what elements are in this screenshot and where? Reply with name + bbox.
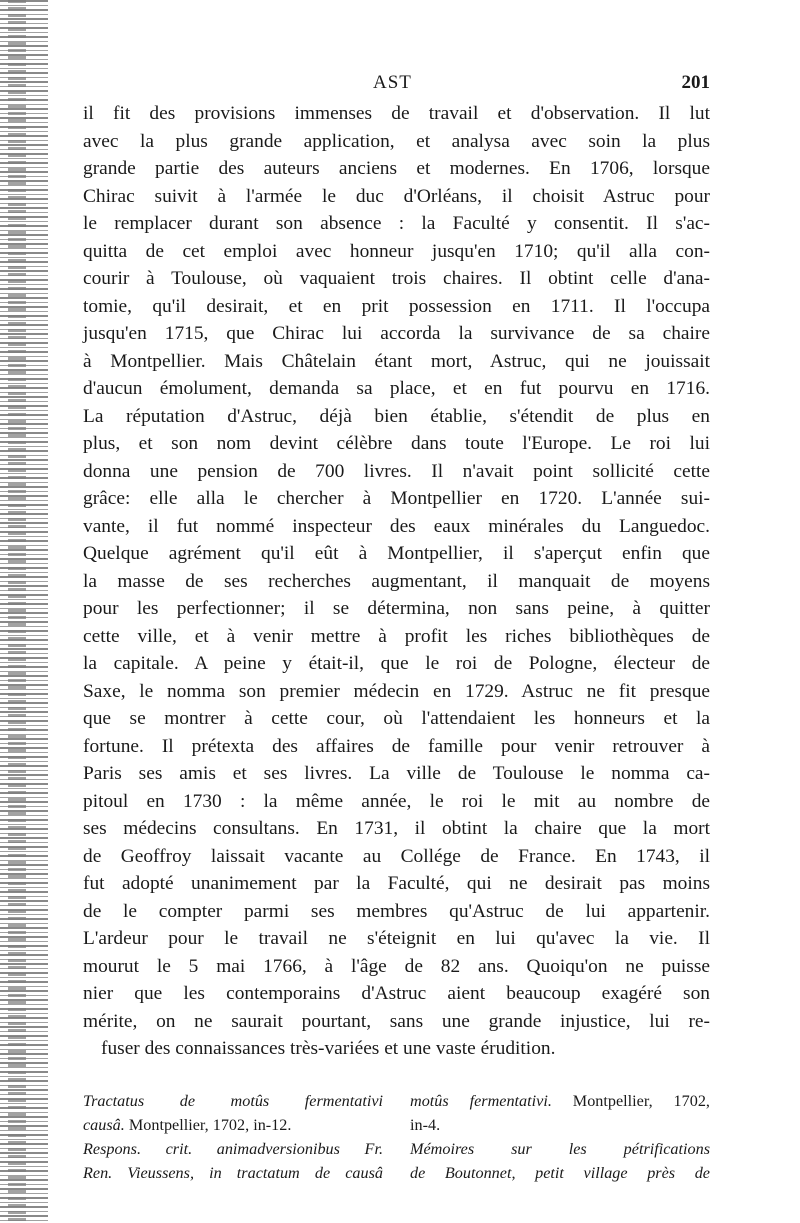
body-line: à Montpellier. Mais Châtelain étant mort, Astruc, qui ne jouissait bbox=[83, 350, 710, 372]
note-line bbox=[83, 1089, 383, 1113]
body-line: fuser des connaissances très-variées et une vaste érudition. bbox=[101, 1038, 556, 1059]
body-line: le remplacer durant son absence : la Faculté y consentit. Il s'ac- bbox=[83, 213, 710, 234]
body-line: la capitale. A peine y était-il, que le roi de Pologne, électeur de bbox=[83, 653, 710, 674]
notes-left-column bbox=[83, 1089, 383, 1185]
running-head bbox=[83, 72, 710, 100]
note-line bbox=[83, 1113, 383, 1137]
body-line: ses médecins consultans. En 1731, il obtint la chaire que la mort bbox=[83, 818, 710, 839]
note-line bbox=[410, 1089, 710, 1113]
body-line: grâce: elle alla le chercher à Montpellier en 1720. L'année sui- bbox=[83, 488, 710, 509]
body-line: cette ville, et à venir mettre à profit les riches bibliothèques de bbox=[83, 625, 710, 647]
body-line: mérite, on ne saurait pourtant, sans une grande injustice, lui re- bbox=[83, 1010, 710, 1032]
body-line: fut adopté unanimement par la Faculté, qui ne desirait pas moins bbox=[83, 873, 710, 894]
body-line: La réputation d'Astruc, déjà bien établie, s'étendit de plus en bbox=[83, 405, 710, 427]
body-line: avec la plus grande application, et analysa avec soin la plus bbox=[83, 130, 710, 152]
body-line: vante, il fut nommé inspecteur des eaux minérales du Languedoc. bbox=[83, 515, 710, 537]
note-line bbox=[410, 1113, 710, 1137]
binding-edge bbox=[0, 0, 48, 1223]
body-line: pitoul en 1730 : la même année, le roi le mit au nombre de bbox=[83, 790, 710, 812]
note-imprint-text: in-4. bbox=[410, 1115, 441, 1134]
body-line: Saxe, le nomma son premier médecin en 1729. Astruc ne fit presque bbox=[83, 680, 710, 702]
body-line: de Geoffroy laissait vacante au Collége de France. En 1743, il bbox=[83, 845, 710, 867]
body-line: pour les perfectionner; il se détermina, non sans peine, à quitter bbox=[83, 598, 710, 619]
page-number: 201 bbox=[681, 72, 710, 93]
note-line bbox=[83, 1137, 383, 1161]
note-title-text: motûs fermentativi. bbox=[410, 1091, 552, 1110]
body-text bbox=[83, 100, 710, 1063]
note-title-text: Respons. crit. animadversionibus Fr. bbox=[83, 1139, 383, 1158]
note-imprint-text: Montpellier, 1702, bbox=[551, 1091, 710, 1110]
body-line: fortune. Il prétexta des affaires de famille pour venir retrouver à bbox=[83, 735, 710, 757]
note-title-text: Ren. Vieussens, in tractatum de causâ bbox=[83, 1163, 383, 1182]
body-line: la masse de ses recherches augmentant, il manquait de moyens bbox=[83, 570, 710, 592]
body-line: donna une pension de 700 livres. Il n'avait point sollicité cette bbox=[83, 460, 710, 482]
body-line: quitta de cet emploi avec honneur jusqu'en 1710; qu'il alla con- bbox=[83, 240, 710, 262]
note-title-text: Mémoires sur les pétrifications bbox=[410, 1139, 710, 1158]
body-line: il fit des provisions immenses de travail et d'observation. Il lut bbox=[83, 103, 710, 124]
body-line: jusqu'en 1715, que Chirac lui accorda la survivance de sa chaire bbox=[83, 323, 710, 344]
note-line bbox=[410, 1137, 710, 1161]
note-line bbox=[83, 1161, 383, 1185]
body-line: L'ardeur pour le travail ne s'éteignit en lui qu'avec la vie. Il bbox=[83, 928, 710, 949]
note-title-text: de Boutonnet, petit village près de bbox=[410, 1163, 710, 1182]
section-ornament bbox=[83, 1063, 710, 1089]
body-line: tomie, qu'il desirait, et en prit possession en 1711. Il l'occupa bbox=[83, 295, 710, 317]
body-line: courir à Toulouse, où vaquaient trois chaires. Il obtint celle d'ana- bbox=[83, 268, 710, 289]
body-line: de le compter parmi ses membres qu'Astruc de lui appartenir. bbox=[83, 900, 710, 922]
body-line: Quelque agrément qu'il eût à Montpellier, il s'aperçut enfin que bbox=[83, 543, 710, 564]
body-line: d'aucun émolument, demanda sa place, et en fut pourvu en 1716. bbox=[83, 378, 710, 399]
body-line: nier que les contemporains d'Astruc aient beaucoup exagéré son bbox=[83, 983, 710, 1004]
body-line: grande partie des auteurs anciens et modernes. En 1706, lorsque bbox=[83, 158, 710, 179]
book-page bbox=[83, 72, 710, 1185]
body-line: Chirac suivit à l'armée le duc d'Orléans, il choisit Astruc pour bbox=[83, 185, 710, 207]
body-line: que se montrer à cette cour, où l'attendaient les honneurs et la bbox=[83, 708, 710, 729]
notes-right-column bbox=[410, 1089, 710, 1185]
body-line: mourut le 5 mai 1766, à l'âge de 82 ans. Quoiqu'on ne puisse bbox=[83, 955, 710, 977]
bibliography-notes bbox=[83, 1089, 710, 1185]
body-line: plus, et son nom devint célèbre dans toute l'Europe. Le roi lui bbox=[83, 433, 710, 454]
note-title-text: Tractatus de motûs fermentativi bbox=[83, 1091, 383, 1110]
note-line bbox=[410, 1161, 710, 1185]
note-title-text: causâ. bbox=[83, 1115, 125, 1134]
running-title: AST bbox=[373, 72, 412, 93]
note-imprint-text: Montpellier, 1702, in-12. bbox=[124, 1115, 292, 1134]
body-line: Paris ses amis et ses livres. La ville de Toulouse le nomma ca- bbox=[83, 763, 710, 784]
